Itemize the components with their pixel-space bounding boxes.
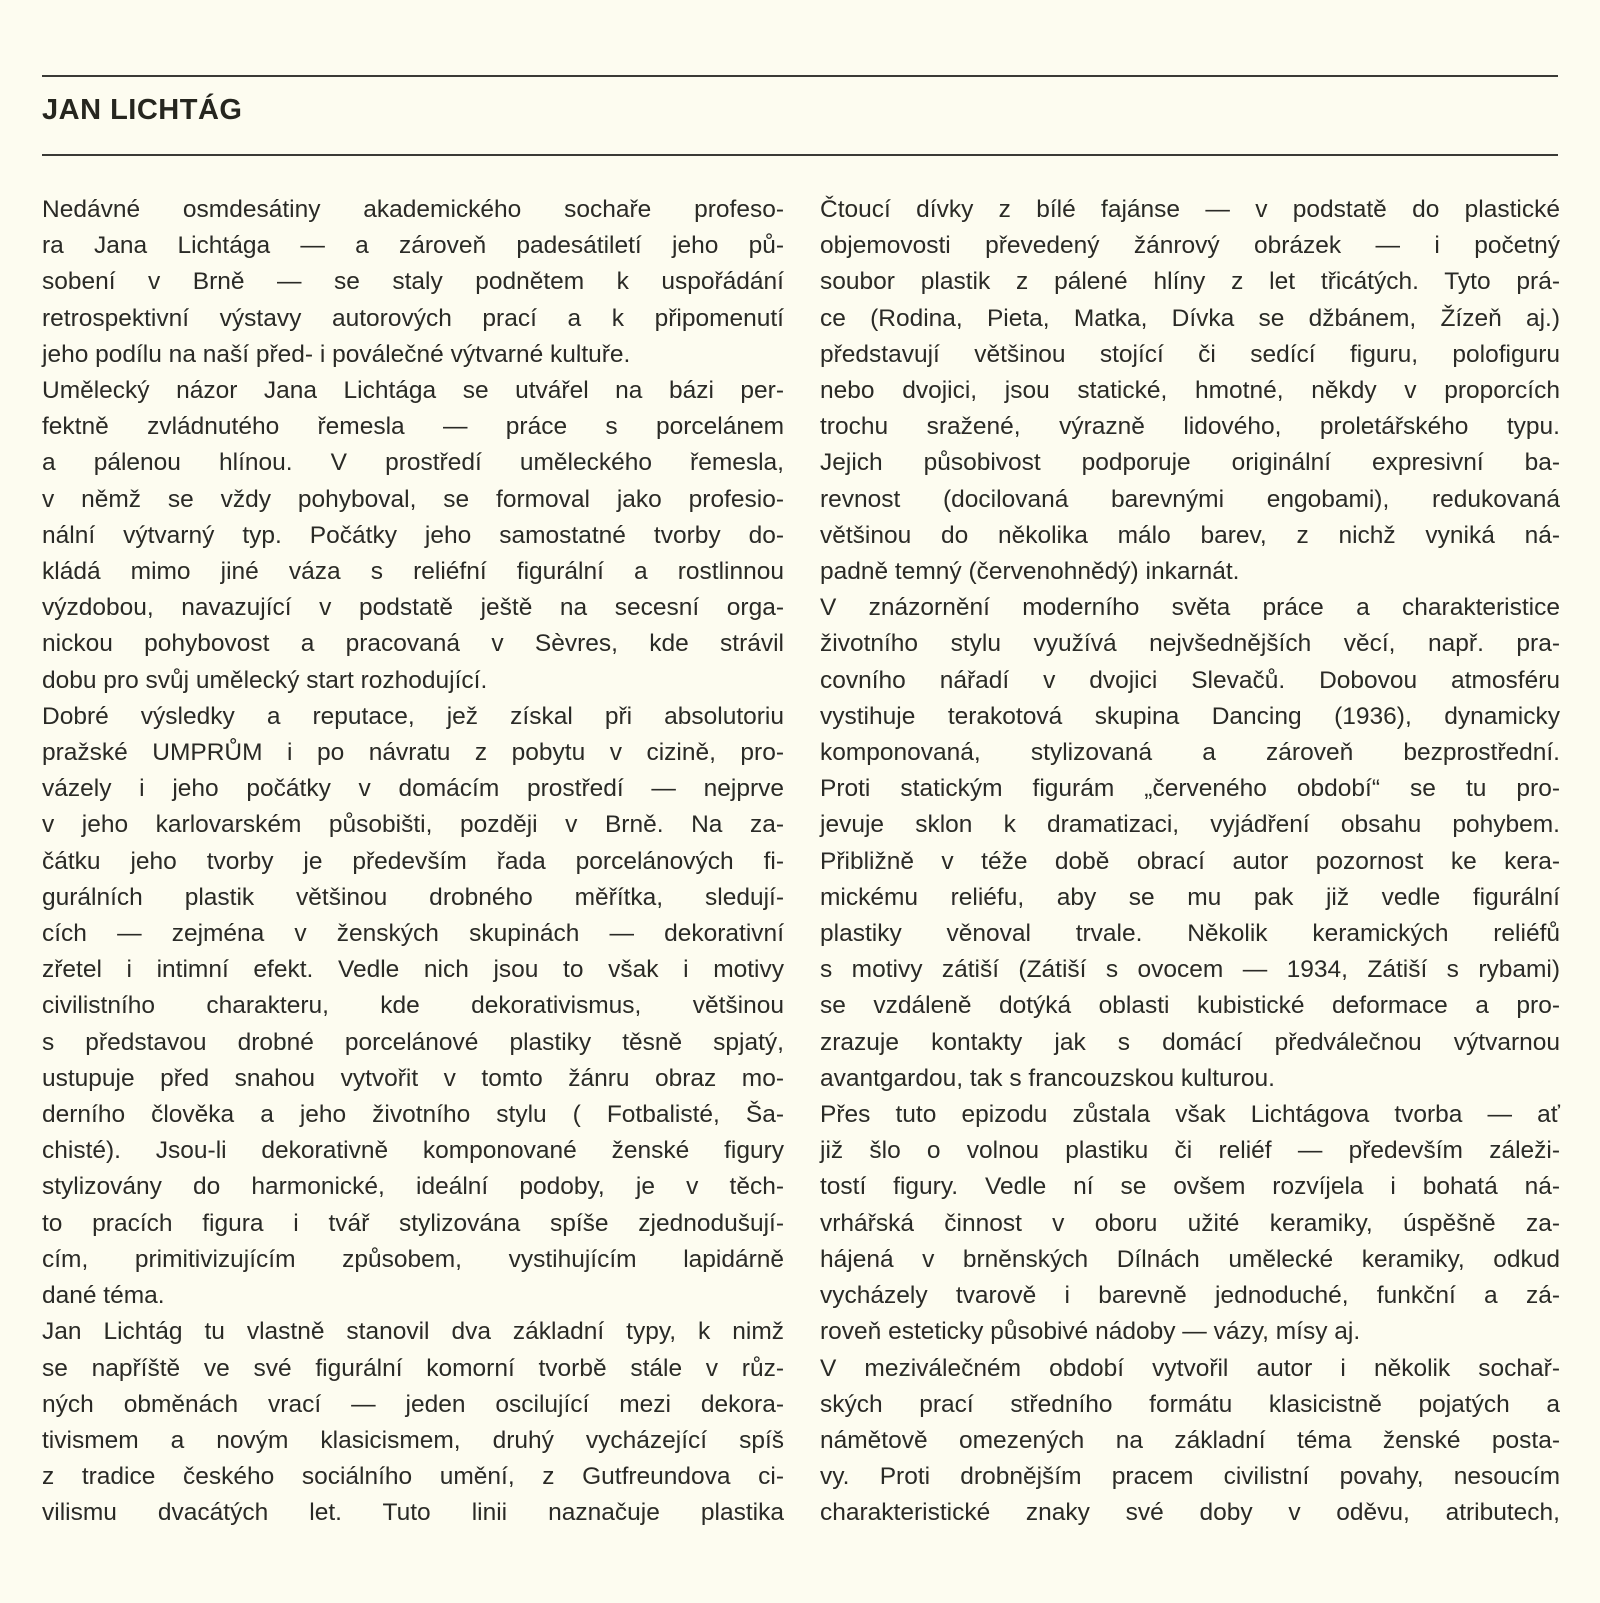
text-line: vilismu dvacátých let. Tuto linii naznačuje plastika xyxy=(42,1499,784,1527)
paragraph xyxy=(42,192,784,373)
text-line: sobení v Brně — se staly podnětem k uspořádání xyxy=(42,268,784,296)
text-line: životního stylu využívá nejvšednějších věcí, např. pra- xyxy=(820,630,1560,658)
text-line: zrazuje kontakty jak s domácí předválečnou výtvarnou xyxy=(820,1028,1560,1056)
paragraph xyxy=(820,192,1560,590)
text-line: roveň esteticky působivé nádoby — vázy, mísy aj. xyxy=(820,1318,1361,1346)
text-line: ustupuje před snahou vytvořit v tomto žánru obraz mo- xyxy=(42,1064,784,1092)
text-line: to pracích figura i tvář stylizována spíše zjednodušují- xyxy=(42,1209,784,1237)
text-line: V meziválečném období vytvořil autor i několik sochař- xyxy=(820,1354,1560,1382)
text-line: Přes tuto epizodu zůstala však Lichtágova tvorba — ať xyxy=(820,1101,1560,1129)
text-line: Nedávné osmdesátiny akademického sochaře profeso- xyxy=(42,196,784,223)
text-line: fektně zvládnutého řemesla — práce s porcelánem xyxy=(42,413,784,441)
text-line: V znázornění moderního světa práce a charakteristice xyxy=(820,594,1560,622)
text-line: Dobré výsledky a reputace, jež získal při absolutoriu xyxy=(42,702,784,730)
right-column xyxy=(820,192,1560,1532)
text-line: jeho podílu na naší před- i poválečné výtvarné kultuře. xyxy=(42,340,631,368)
text-line: již šlo o volnou plastiku či reliéf — především záleži- xyxy=(820,1137,1560,1165)
text-line: vrhářská činnost v oboru užité keramiky, úspěšně za- xyxy=(820,1209,1560,1237)
text-line: Jan Lichtág tu vlastně stanovil dva základní typy, k nimž xyxy=(42,1318,784,1346)
text-line: tivismem a novým klasicismem, druhý vycházející spíš xyxy=(42,1426,784,1454)
paragraph xyxy=(820,1351,1560,1532)
text-line: a pálenou hlínou. V prostředí uměleckého řemesla, xyxy=(42,449,784,477)
text-line: v němž se vždy pohyboval, se formoval jako profesio- xyxy=(42,485,784,513)
text-line: komponovaná, stylizovaná a zároveň bezprostřední. xyxy=(820,739,1560,767)
text-line: dané téma. xyxy=(42,1282,165,1310)
text-line: padně temný (červenohnědý) inkarnát. xyxy=(820,558,1240,586)
text-line: jevuje sklon k dramatizaci, vyjádření obsahu pohybem. xyxy=(820,811,1560,839)
text-line: cím, primitivizujícím způsobem, vystihujícím lapidárně xyxy=(42,1245,784,1273)
text-line: gurálních plastik většinou drobného měřítka, sledují- xyxy=(42,883,784,911)
top-rule xyxy=(42,75,1558,77)
text-line: soubor plastik z pálené hlíny z let třicátých. Tyto prá- xyxy=(820,268,1560,296)
text-line: vycházely tvarově i barevně jednoduché, funkční a zá- xyxy=(820,1282,1560,1310)
text-line: cích — zejména v ženských skupinách — dekorativní xyxy=(42,920,784,948)
text-line: námětově omezených na základní téma ženské posta- xyxy=(820,1426,1560,1454)
text-line: se vzdáleně dotýká oblasti kubistické deformace a pro- xyxy=(820,992,1560,1020)
text-line: Proti statickým figurám „červeného období“ se tu pro- xyxy=(820,775,1560,803)
left-column xyxy=(42,192,784,1532)
text-line: chisté). Jsou-li dekorativně komponované ženské figury xyxy=(42,1137,784,1165)
text-line: zřetel i intimní efekt. Vedle nich jsou to však i motivy xyxy=(42,956,784,984)
text-line: ných obměnách vrací — jeden oscilující mezi dekora- xyxy=(42,1390,784,1418)
text-line: Čtoucí dívky z bílé fajánse — v podstatě do plastické xyxy=(820,196,1560,223)
text-line: covního nářadí v dvojici Slevačů. Dobovou atmosféru xyxy=(820,666,1560,694)
text-line: vázely i jeho počátky v domácím prostředí — nejprve xyxy=(42,775,784,803)
paragraph xyxy=(42,373,784,699)
text-line: ce (Rodina, Pieta, Matka, Dívka se džbánem, Žízeň aj.) xyxy=(820,304,1560,332)
text-line: z tradice českého sociálního umění, z Gutfreundova ci- xyxy=(42,1463,784,1491)
article-title: JAN LICHTÁG xyxy=(42,94,243,126)
text-line: ra Jana Lichtága — a zároveň padesátiletí jeho pů- xyxy=(42,232,784,260)
text-line: výzdobou, navazující v podstatě ještě na secesní orga- xyxy=(42,594,784,622)
text-line: Přibližně v téže době obrací autor pozornost ke kera- xyxy=(820,847,1560,875)
text-line: retrospektivní výstavy autorových prací a k připomenutí xyxy=(42,304,784,332)
text-line: charakteristické znaky své doby v oděvu, atributech, xyxy=(820,1499,1560,1527)
text-line: nální výtvarný typ. Počátky jeho samostatné tvorby do- xyxy=(42,521,784,549)
text-line: v jeho karlovarském působišti, později v Brně. Na za- xyxy=(42,811,784,839)
text-line: mickému reliéfu, aby se mu pak již vedle figurální xyxy=(820,883,1560,911)
text-line: pražské UMPRŮM i po návratu z pobytu v cizině, pro- xyxy=(42,739,784,767)
text-line: revnost (docilovaná barevnými engobami), redukovaná xyxy=(820,485,1560,513)
text-line: Jejich působivost podporuje originální expresivní ba- xyxy=(820,449,1560,477)
text-line: ských prací středního formátu klasicistně pojatých a xyxy=(820,1390,1560,1418)
paragraph xyxy=(42,699,784,1314)
text-line: nebo dvojici, jsou statické, hmotné, někdy v proporcích xyxy=(820,377,1560,405)
text-line: vy. Proti drobnějším pracem civilistní povahy, nesoucím xyxy=(820,1463,1560,1491)
text-line: plastiky věnoval trvale. Několik keramických reliéfů xyxy=(820,920,1560,948)
text-line: civilistního charakteru, kde dekorativismus, většinou xyxy=(42,992,784,1020)
text-line: hájená v brněnských Dílnách umělecké keramiky, odkud xyxy=(820,1245,1560,1273)
text-line: většinou do několika málo barev, z nichž vyniká ná- xyxy=(820,521,1560,549)
text-line: dobu pro svůj umělecký start rozhodující. xyxy=(42,666,488,694)
text-line: stylizovány do harmonické, ideální podoby, je v těch- xyxy=(42,1173,784,1201)
text-line: tostí figury. Vedle ní se ovšem rozvíjela i bohatá ná- xyxy=(820,1173,1560,1201)
text-line: avantgardou, tak s francouzskou kulturou. xyxy=(820,1064,1275,1092)
paragraph xyxy=(820,1097,1560,1350)
text-line: s představou drobné porcelánové plastiky těsně spjatý, xyxy=(42,1028,784,1056)
text-line: představují většinou stojící či sedící figuru, polofiguru xyxy=(820,340,1560,368)
text-line: derního člověka a jeho životního stylu ( Fotbalisté, Ša- xyxy=(42,1101,784,1129)
paragraph xyxy=(42,1314,784,1531)
text-line: nickou pohybovost a pracovaná v Sèvres, kde strávil xyxy=(42,630,784,658)
text-line: vystihuje terakotová skupina Dancing (1936), dynamicky xyxy=(820,702,1560,730)
text-line: s motivy zátiší (Zátiší s ovocem — 1934, Zátiší s rybami) xyxy=(820,956,1560,984)
text-line: se napříště ve své figurální komorní tvorbě stále v růz- xyxy=(42,1354,784,1382)
text-line: Umělecký názor Jana Lichtága se utvářel na bázi per- xyxy=(42,377,784,405)
title-bottom-rule xyxy=(42,154,1558,156)
text-line: čátku jeho tvorby je především řada porcelánových fi- xyxy=(42,847,784,875)
text-line: trochu sražené, výrazně lidového, proletářského typu. xyxy=(820,413,1560,441)
text-line: kládá mimo jiné váza s reliéfní figurální a rostlinnou xyxy=(42,558,784,586)
text-line: objemovosti převedený žánrový obrázek — i početný xyxy=(820,232,1560,260)
paragraph xyxy=(820,590,1560,1097)
